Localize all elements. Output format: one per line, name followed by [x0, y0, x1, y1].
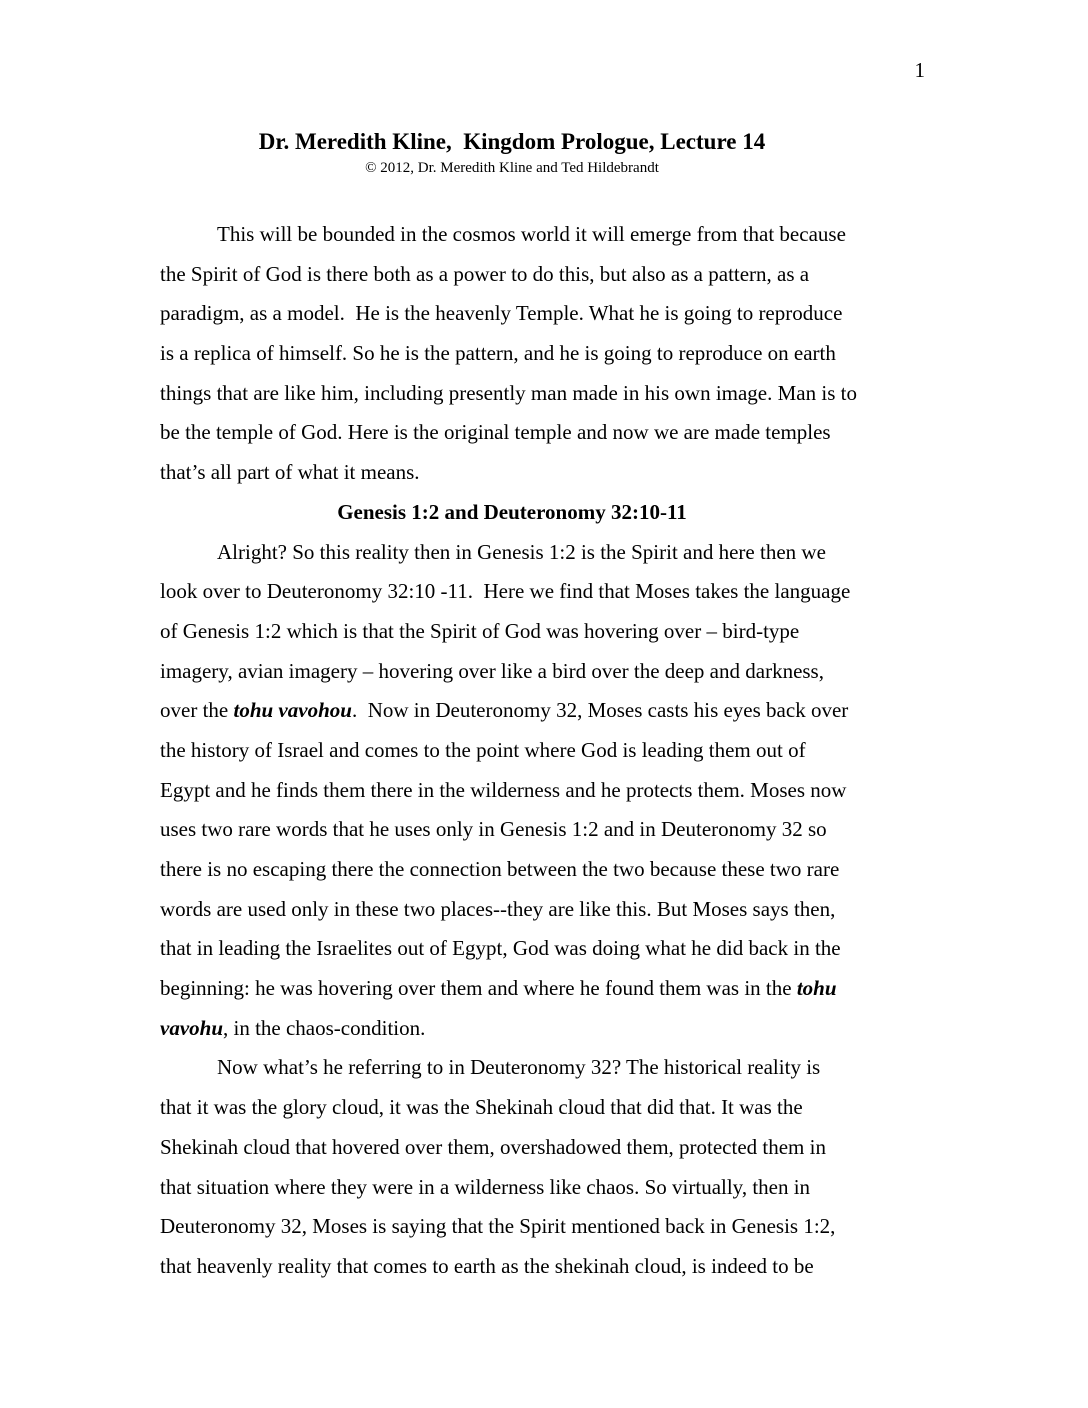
text-segment: is a replica of himself. So he is the pattern, and he is going to reproduce on earth: [160, 341, 836, 366]
text-segment: Shekinah cloud that hovered over them, overshadowed them, protected them in: [160, 1134, 826, 1159]
text-segment: that situation where they were in a wilderness like chaos. So virtually, then in: [160, 1174, 811, 1199]
text-segment: be the temple of God. Here is the original temple and now we are made temples: [160, 420, 831, 445]
text-line: [160, 929, 940, 969]
text-line: [160, 691, 940, 731]
emphasis-segment: tohu: [796, 976, 837, 1001]
text-line: [160, 652, 940, 692]
text-segment: paradigm, as a model. He is the heavenly Temple. What he is going to reproduce: [160, 301, 843, 326]
text-line: [160, 1207, 940, 1247]
text-segment: of Genesis 1:2 which is that the Spirit of God was hovering over – bird-type: [160, 618, 800, 643]
text-segment: the Spirit of God is there both as a power to do this, but also as a pattern, as a: [160, 261, 810, 286]
text-segment: that’s all part of what it means.: [160, 460, 420, 485]
text-segment: , in the chaos-condition.: [223, 1015, 426, 1040]
text-line: [160, 453, 940, 493]
text-line: [160, 572, 940, 612]
text-line: [160, 1088, 940, 1128]
text-segment: words are used only in these two places--they are like this. But Moses says then,: [160, 896, 836, 921]
text-segment: This will be bounded in the cosmos world it will emerge from that because: [217, 222, 846, 246]
document-header: [160, 128, 864, 177]
text-line: [160, 1048, 940, 1088]
text-line: [160, 612, 940, 652]
text-line: [160, 969, 940, 1009]
text-segment: over the: [160, 698, 234, 723]
text-line: [160, 810, 940, 850]
text-line: [160, 850, 940, 890]
text-segment: Egypt and he finds them there in the wilderness and he protects them. Moses now: [160, 777, 847, 802]
text-segment: the history of Israel and comes to the point where God is leading them out of: [160, 737, 806, 762]
text-line: [160, 1009, 940, 1049]
text-line: [160, 890, 940, 930]
text-segment: Alright? So this reality then in Genesis 1:2 is the Spirit and here then we: [217, 539, 826, 564]
text-line: [160, 1168, 940, 1208]
text-segment: things that are like him, including presently man made in his own image. Man is to: [160, 380, 857, 405]
text-line: [160, 413, 940, 453]
section-heading: Genesis 1:2 and Deuteronomy 32:10-11: [337, 499, 687, 524]
text-line: [160, 255, 940, 295]
text-line: [160, 294, 940, 334]
text-line: [160, 771, 940, 811]
text-line: [160, 533, 940, 573]
text-segment: that it was the glory cloud, it was the Shekinah cloud that did that. It was the: [160, 1095, 803, 1120]
text-line: [160, 334, 940, 374]
text-segment: Now what’s he referring to in Deuteronomy 32? The historical reality is: [217, 1055, 821, 1080]
emphasis-segment: vavohu: [160, 1015, 223, 1040]
emphasis-segment: tohu vavohou: [233, 698, 352, 723]
text-segment: there is no escaping there the connection between the two because these two rare: [160, 857, 840, 881]
document-body: [160, 215, 940, 1287]
page-number: 1: [914, 58, 925, 82]
text-segment: uses two rare words that he uses only in Genesis 1:2 and in Deuteronomy 32 so: [160, 817, 827, 842]
text-line: [160, 374, 940, 414]
text-line: [160, 1128, 940, 1168]
text-segment: beginning: he was hovering over them and where he found them was in the: [160, 976, 797, 1001]
text-line: [160, 215, 940, 255]
text-line: [160, 731, 940, 771]
text-segment: that in leading the Israelites out of Egypt, God was doing what he did back in the: [160, 936, 841, 961]
text-segment: . Now in Deuteronomy 32, Moses casts his eyes back over: [351, 698, 849, 723]
text-segment: look over to Deuteronomy 32:10 -11. Here we find that Moses takes the language: [160, 579, 851, 604]
text-segment: Deuteronomy 32, Moses is saying that the Spirit mentioned back in Genesis 1:2,: [160, 1214, 836, 1239]
copyright-line: © 2012, Dr. Meredith Kline and Ted Hildebrandt: [365, 160, 659, 176]
text-segment: that heavenly reality that comes to earth as the shekinah cloud, is indeed to be: [160, 1253, 814, 1278]
text-segment: imagery, avian imagery – hovering over like a bird over the deep and darkness,: [160, 658, 824, 683]
document-title: Dr. Meredith Kline, Kingdom Prologue, Lecture 14: [258, 129, 766, 154]
text-line: [160, 1247, 940, 1287]
